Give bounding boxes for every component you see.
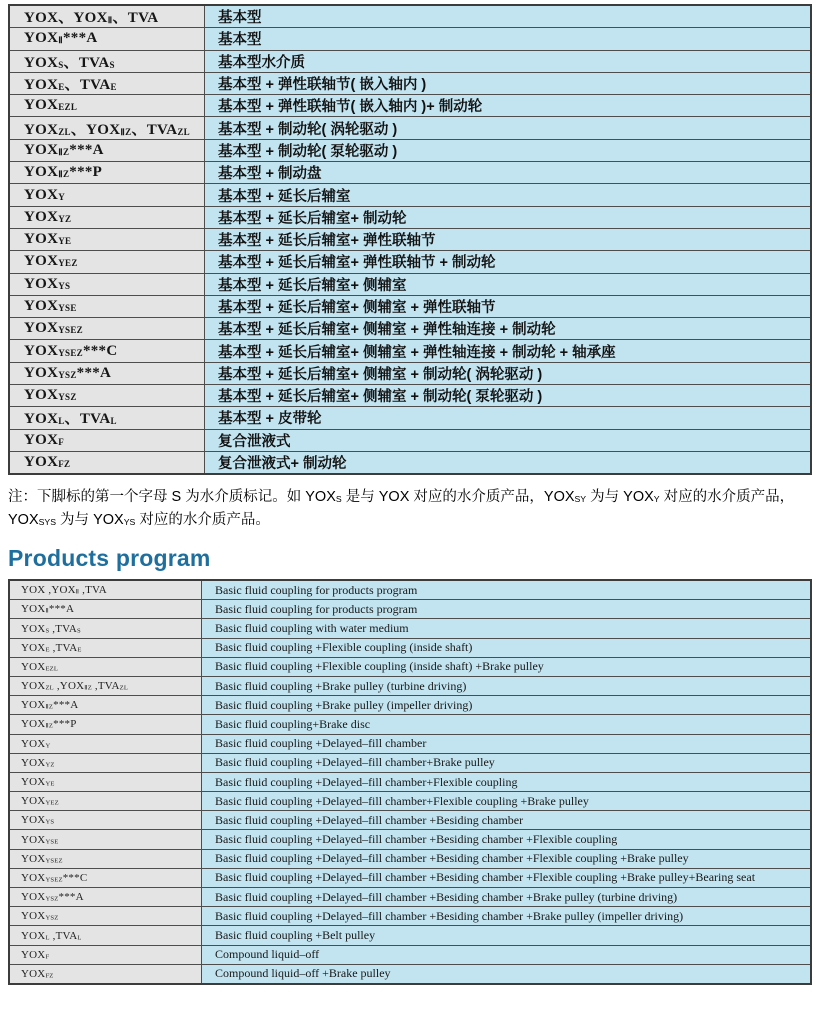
- model-cell: $YOX_E$、$TVA_E$: [9, 72, 205, 94]
- model-subscript: YE: [58, 236, 72, 246]
- description-cell: 基本型 + 制动盘: [205, 162, 812, 184]
- model-subscript: Ⅱ: [58, 35, 63, 46]
- model-cell: $YOX_{YSEZ}$: [9, 318, 205, 340]
- description-cell: Basic fluid coupling +Delayed–fill chamber+Flexible coupling: [202, 772, 812, 791]
- model-subscript: YE: [45, 780, 55, 788]
- model-subscript: Ⅱ: [75, 588, 80, 596]
- table-row: [9, 117, 811, 139]
- model-cell: $YOX_{YEZ}$: [9, 251, 205, 273]
- description-cell: 基本型 + 延长后辅室+ 弹性联轴节: [205, 228, 812, 250]
- model-cell: $YOX_Ⅱ***A$: [9, 600, 202, 619]
- table-row: [9, 715, 811, 734]
- description-cell: Basic fluid coupling +Delayed–fill chamber +Besiding chamber +Flexible coupling +Brake pulley: [202, 849, 812, 868]
- model-subscript: E: [58, 81, 65, 92]
- model-subscript: YSEZ: [45, 857, 63, 865]
- table-row: [9, 753, 811, 772]
- table-row: [9, 964, 811, 984]
- description-cell: Basic fluid coupling +Delayed–fill chamber+Flexible coupling +Brake pulley: [202, 792, 812, 811]
- model-cell: $YOX_{YE}$: [9, 228, 205, 250]
- model-subscript: L: [45, 934, 50, 942]
- model-cell: $YOX_{YS}$: [9, 273, 205, 295]
- table-row: [9, 28, 811, 50]
- model-subscript: ⅡZ: [120, 126, 132, 137]
- model-subscript: YSZ: [45, 914, 59, 922]
- description-cell: Compound liquid–off +Brake pulley: [202, 964, 812, 984]
- description-cell: Basic fluid coupling +Delayed–fill chamber +Besiding chamber: [202, 811, 812, 830]
- model-subscript: YSZ: [58, 369, 77, 380]
- table-row: [9, 295, 811, 317]
- products-table-en: [8, 579, 812, 985]
- model-subscript: ⅡZ: [45, 723, 54, 731]
- model-subscript: F: [45, 953, 50, 961]
- table-row: [9, 72, 811, 94]
- description-cell: Basic fluid coupling +Brake pulley (impeller driving): [202, 696, 812, 715]
- description-cell: 基本型: [205, 5, 812, 28]
- table-row: [9, 830, 811, 849]
- model-cell: $YOX_{YSEZ}$: [9, 849, 202, 868]
- model-subscript: ⅡZ: [58, 169, 70, 180]
- table-row: [9, 95, 811, 117]
- description-cell: 基本型 + 延长后辅室+ 侧辅室 + 制动轮( 涡轮驱动 ): [205, 362, 812, 384]
- description-cell: Basic fluid coupling +Flexible coupling (inside shaft): [202, 638, 812, 657]
- table-row: [9, 696, 811, 715]
- model-cell: $YOX_{ⅡZ}***P$: [9, 162, 205, 184]
- description-cell: Basic fluid coupling +Delayed–fill chamber: [202, 734, 812, 753]
- table-row: [9, 888, 811, 907]
- description-cell: Basic fluid coupling +Flexible coupling (inside shaft) +Brake pulley: [202, 657, 812, 676]
- description-cell: Basic fluid coupling +Delayed–fill chamber +Besiding chamber +Brake pulley (turbine driving): [202, 888, 812, 907]
- model-subscript: YSZ: [58, 392, 77, 403]
- model-subscript: S: [45, 627, 50, 635]
- model-cell: $YOX_{EZL}$: [9, 657, 202, 676]
- model-subscript: YS: [45, 819, 55, 827]
- model-subscript: S: [335, 494, 342, 505]
- model-cell: $YOX_F$: [9, 945, 202, 964]
- table-row: [9, 811, 811, 830]
- model-cell: $YOX_E$ $,TVA_E$: [9, 638, 202, 657]
- description-cell: Basic fluid coupling +Brake pulley (turbine driving): [202, 676, 812, 695]
- model-subscript: Y: [58, 191, 66, 202]
- model-subscript: YSEZ: [45, 876, 63, 884]
- table-row: [9, 206, 811, 228]
- model-subscript: E: [110, 81, 117, 92]
- description-cell: Basic fluid coupling for products program: [202, 600, 812, 619]
- model-subscript: YS: [58, 280, 71, 291]
- description-cell: Compound liquid–off: [202, 945, 812, 964]
- description-cell: Basic fluid coupling with water medium: [202, 619, 812, 638]
- model-subscript: L: [77, 934, 82, 942]
- model-cell: $YOX_{ⅡZ}***A$: [9, 696, 202, 715]
- model-subscript: L: [58, 416, 65, 427]
- description-cell: 基本型 + 弹性联轴节( 嵌入轴内 )+ 制动轮: [205, 95, 812, 117]
- model-subscript: S: [58, 59, 64, 70]
- table-row: [9, 868, 811, 887]
- model-subscript: S: [109, 59, 115, 70]
- description-cell: 基本型 + 延长后辅室+ 侧辅室 + 制动轮( 泵轮驱动 ): [205, 385, 812, 407]
- table-row: [9, 619, 811, 638]
- model-cell: $YOX_Y$: [9, 184, 205, 206]
- table-row: [9, 600, 811, 619]
- model-subscript: ⅡZ: [58, 146, 70, 157]
- model-subscript: ZL: [45, 684, 54, 692]
- table-row: [9, 580, 811, 600]
- table-row: [9, 429, 811, 451]
- model-cell: YOX $,YOX_Ⅱ$ ,TVA: [9, 580, 202, 600]
- model-subscript: S: [77, 627, 81, 635]
- table-row: [9, 139, 811, 161]
- model-cell: $YOX_{YSZ}***A$: [9, 362, 205, 384]
- model-subscript: FZ: [58, 458, 71, 469]
- model-cell: $YOX_{ⅡZ}***A$: [9, 139, 205, 161]
- description-cell: 基本型: [205, 28, 812, 50]
- model-subscript: SY: [574, 494, 587, 505]
- description-cell: 基本型 + 延长后辅室+ 弹性联轴节 + 制动轮: [205, 251, 812, 273]
- model-subscript: ⅡZ: [84, 684, 92, 692]
- table-row: [9, 5, 811, 28]
- description-cell: 基本型 + 延长后辅室+ 侧辅室 + 弹性联轴节: [205, 295, 812, 317]
- table-row: [9, 385, 811, 407]
- products-table-cn: [8, 4, 812, 475]
- model-subscript: E: [45, 646, 50, 654]
- description-cell: 基本型 + 延长后辅室+ 侧辅室 + 弹性轴连接 + 制动轮: [205, 318, 812, 340]
- model-cell: $YOX_{FZ}$: [9, 964, 202, 984]
- model-cell: $YOX_{YSE}$: [9, 295, 205, 317]
- model-subscript: F: [58, 436, 65, 447]
- table-row: [9, 926, 811, 945]
- model-subscript: FZ: [45, 972, 54, 980]
- model-subscript: Y: [45, 742, 51, 750]
- description-cell: Basic fluid coupling +Belt pulley: [202, 926, 812, 945]
- table-row: [9, 340, 811, 362]
- model-subscript: ZL: [58, 126, 71, 137]
- table-row: [9, 734, 811, 753]
- table-row: [9, 362, 811, 384]
- model-cell: $YOX_{ⅡZ}***P$: [9, 715, 202, 734]
- model-subscript: ZL: [177, 126, 190, 137]
- description-cell: 基本型 + 皮带轮: [205, 407, 812, 429]
- catalog-page: [0, 4, 814, 1028]
- model-subscript: YSZ: [45, 895, 59, 903]
- model-subscript: YSE: [45, 838, 59, 846]
- table-row: [9, 273, 811, 295]
- model-cell: $YOX_{YSZ}***A$: [9, 888, 202, 907]
- model-subscript: EZL: [58, 102, 78, 113]
- table-row: [9, 945, 811, 964]
- model-subscript: ZL: [119, 684, 129, 692]
- model-subscript: YEZ: [58, 258, 78, 269]
- products-table-en-body: [9, 580, 811, 984]
- description-cell: 基本型 + 弹性联轴节( 嵌入轴内 ): [205, 72, 812, 94]
- description-cell: Basic fluid coupling +Delayed–fill chamber +Besiding chamber +Flexible coupling +Brake pulley+Bearing seat: [202, 868, 812, 887]
- model-subscript: YEZ: [45, 799, 59, 807]
- model-cell: $YOX_L$、$TVA_L$: [9, 407, 205, 429]
- table-row: [9, 228, 811, 250]
- model-cell: $YOX_{YZ}$: [9, 753, 202, 772]
- description-cell: Basic fluid coupling+Brake disc: [202, 715, 812, 734]
- model-subscript: L: [110, 416, 117, 427]
- model-subscript: Ⅱ: [107, 15, 113, 26]
- model-cell: $YOX_F$: [9, 429, 205, 451]
- model-cell: $YOX_{ZL}$ $,YOX_{ⅡZ}$ $,TVA_{ZL}$: [9, 676, 202, 695]
- model-cell: $YOX_L$ $,TVA_L$: [9, 926, 202, 945]
- description-cell: Basic fluid coupling +Delayed–fill chamber +Besiding chamber +Flexible coupling: [202, 830, 812, 849]
- description-cell: Basic fluid coupling for products program: [202, 580, 812, 600]
- description-cell: 基本型水介质: [205, 50, 812, 72]
- description-cell: 复合泄液式+ 制动轮: [205, 451, 812, 474]
- model-subscript: Ⅱ: [45, 607, 49, 615]
- note-text: 注：下脚标的第一个字母 S 为水介质标记。如 $YOX_S$ 是与 YOX 对应的水介质产品，$YOX_{SY}$ 为与 $YOX_Y$ 对应的水介质产品，$YOX_{SYS}$ 为与 $YOX_{YS}$ 对应的水介质产品。: [8, 489, 795, 529]
- table-row: [9, 50, 811, 72]
- model-subscript: ⅡZ: [45, 703, 54, 711]
- description-cell: Basic fluid coupling +Delayed–fill chamber+Brake pulley: [202, 753, 812, 772]
- table-row: [9, 638, 811, 657]
- model-cell: $YOX_{YSEZ}***C$: [9, 868, 202, 887]
- model-subscript: E: [77, 646, 82, 654]
- model-subscript: YSEZ: [58, 325, 83, 336]
- table-row: [9, 849, 811, 868]
- model-subscript: Y: [653, 494, 660, 505]
- model-cell: $YOX_{YZ}$: [9, 206, 205, 228]
- model-cell: $YOX_S$ $,TVA_S$: [9, 619, 202, 638]
- description-cell: 复合泄液式: [205, 429, 812, 451]
- model-cell: $YOX_Y$: [9, 734, 202, 753]
- model-subscript: YSE: [58, 302, 77, 313]
- products-program-heading: Products program: [8, 545, 211, 572]
- model-cell: $YOX_{YE}$: [9, 772, 202, 791]
- model-subscript: EZL: [45, 665, 59, 673]
- description-cell: Basic fluid coupling +Delayed–fill chamber +Besiding chamber +Brake pulley (impeller driving): [202, 907, 812, 926]
- description-cell: 基本型 + 制动轮( 涡轮驱动 ): [205, 117, 812, 139]
- description-cell: 基本型 + 延长后辅室+ 制动轮: [205, 206, 812, 228]
- table-row: [9, 792, 811, 811]
- table-row: [9, 318, 811, 340]
- model-cell: $YOX_{YSEZ}***C$: [9, 340, 205, 362]
- model-cell: $YOX_{YSZ}$: [9, 385, 205, 407]
- model-subscript: YZ: [58, 213, 72, 224]
- model-subscript: SYS: [38, 517, 57, 527]
- model-cell: $YOX_{YSE}$: [9, 830, 202, 849]
- description-cell: 基本型 + 延长后辅室+ 侧辅室: [205, 273, 812, 295]
- table-row: [9, 907, 811, 926]
- description-cell: 基本型 + 延长后辅室+ 侧辅室 + 弹性轴连接 + 制动轮 + 轴承座: [205, 340, 812, 362]
- model-subscript: YZ: [45, 761, 55, 769]
- table-row: [9, 657, 811, 676]
- description-cell: 基本型 + 制动轮( 泵轮驱动 ): [205, 139, 812, 161]
- model-cell: $YOX_{YEZ}$: [9, 792, 202, 811]
- model-cell: YOX、$YOX_Ⅱ$、TVA: [9, 5, 205, 28]
- table-row: [9, 162, 811, 184]
- table-row: [9, 676, 811, 695]
- model-cell: $YOX_{ZL}$、$YOX_{ⅡZ}$、$TVA_{ZL}$: [9, 117, 205, 139]
- table-row: [9, 407, 811, 429]
- products-table-cn-body: [9, 5, 811, 474]
- table-row: [9, 451, 811, 474]
- description-cell: 基本型 + 延长后辅室: [205, 184, 812, 206]
- model-subscript: YSEZ: [58, 347, 83, 358]
- table-row: [9, 251, 811, 273]
- table-row: [9, 772, 811, 791]
- model-subscript: YS: [123, 517, 136, 527]
- table-row: [9, 184, 811, 206]
- model-cell: $YOX_{FZ}$: [9, 451, 205, 474]
- model-cell: $YOX_{EZL}$: [9, 95, 205, 117]
- model-cell: $YOX_S$、$TVA_S$: [9, 50, 205, 72]
- model-cell: $YOX_Ⅱ***A$: [9, 28, 205, 50]
- model-cell: $YOX_{YS}$: [9, 811, 202, 830]
- model-cell: $YOX_{YSZ}$: [9, 907, 202, 926]
